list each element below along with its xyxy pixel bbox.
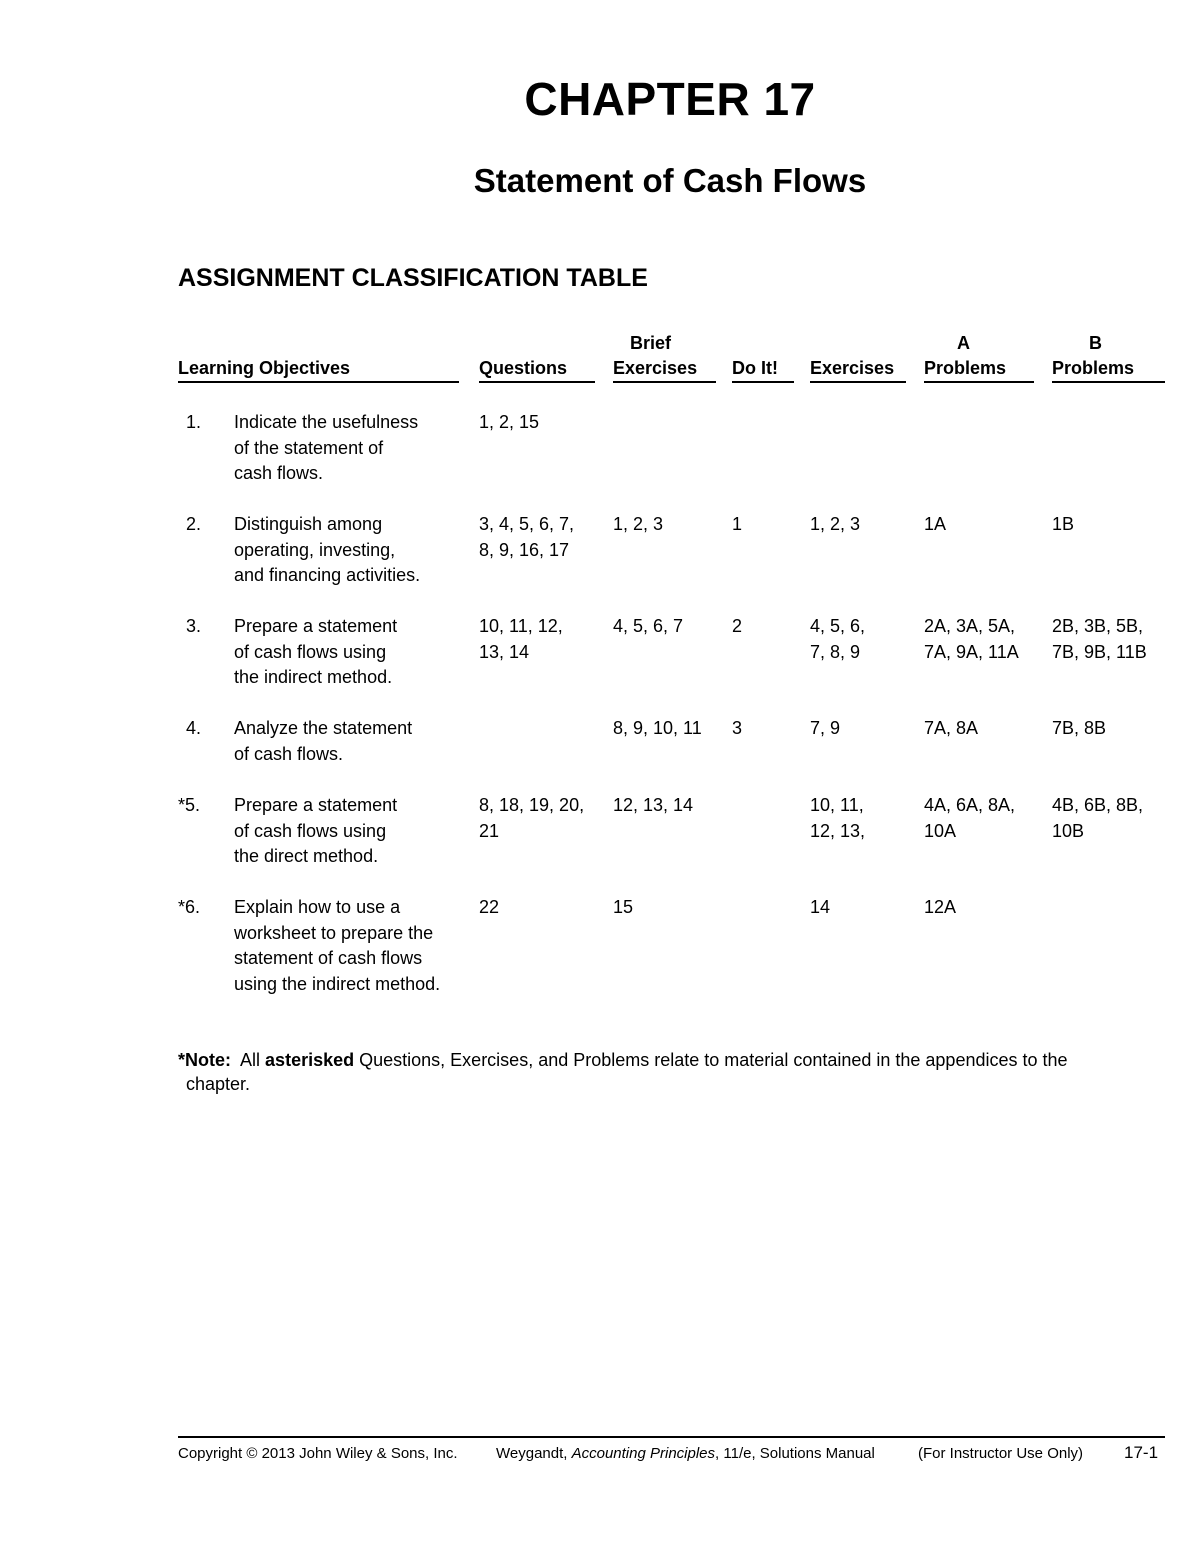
exercises-cell: 4, 5, 6, 7, 8, 9 — [810, 616, 866, 662]
exercises-cell: 10, 11, 12, 13, — [810, 795, 866, 841]
exercises-cell: 7, 9 — [810, 718, 841, 738]
objective-number: 4. — [186, 718, 202, 738]
objective-number: 2. — [186, 514, 202, 534]
header-underline — [924, 381, 1034, 383]
objective-text: Distinguish among operating, investing, and financing activities. — [234, 514, 421, 585]
a-problems-cell: 7A, 8A — [924, 718, 979, 738]
footer-copyright: Copyright © 2013 John Wiley & Sons, Inc. — [178, 1445, 458, 1462]
chapter-title: Statement of Cash Flows — [473, 162, 867, 199]
questions-cell: 1, 2, 15 — [479, 412, 540, 432]
objective-number: 3. — [186, 616, 202, 636]
col-header-doit: Do It! — [732, 358, 778, 378]
note-emphasis: asterisked — [265, 1050, 355, 1070]
col-header-exercises: Exercises — [810, 358, 895, 378]
a-problems-cell: 12A — [924, 897, 957, 917]
col-header-objectives: Learning Objectives — [178, 358, 351, 378]
objective-text: Indicate the usefulness of the statement of cash flows. — [234, 412, 419, 483]
header-underline — [613, 381, 716, 383]
b-problems-cell: 2B, 3B, 5B, 7B, 9B, 11B — [1052, 616, 1147, 662]
col-header-brief-top: Brief — [630, 333, 672, 353]
col-header-a-bottom: Problems — [924, 358, 1007, 378]
questions-cell: 3, 4, 5, 6, 7, 8, 9, 16, 17 — [479, 514, 575, 560]
header-underline — [810, 381, 906, 383]
footer-usage: (For Instructor Use Only) — [918, 1445, 1084, 1462]
page-number: 17-1 — [1124, 1443, 1159, 1462]
chapter-number: CHAPTER 17 — [524, 73, 816, 125]
objective-number: *5. — [178, 795, 201, 815]
header-underline — [1052, 381, 1165, 383]
brief-exercises-cell: 15 — [613, 897, 634, 917]
brief-exercises-cell: 8, 9, 10, 11 — [613, 718, 702, 738]
footnote — [178, 1048, 1168, 1074]
note-text: Questions, Exercises, and Problems relate to material contained in the appendices to the — [359, 1050, 1068, 1070]
objective-number: *6. — [178, 897, 201, 917]
note-continuation: chapter. — [186, 1074, 251, 1094]
a-problems-cell: 4A, 6A, 8A, 10A — [924, 795, 1016, 841]
footer-rule — [178, 1436, 1165, 1438]
footer-citation — [496, 1445, 875, 1462]
questions-cell: 8, 18, 19, 20, 21 — [479, 795, 585, 841]
col-header-brief-bottom: Exercises — [613, 358, 698, 378]
footer-edition: , 11/e, Solutions Manual — [715, 1445, 875, 1462]
footer-author: Weygandt, — [496, 1445, 568, 1462]
questions-cell: 22 — [479, 897, 500, 917]
a-problems-cell: 1A — [924, 514, 947, 534]
doit-cell: 1 — [732, 514, 743, 534]
b-problems-cell: 1B — [1052, 514, 1075, 534]
header-underline — [178, 381, 459, 383]
b-problems-cell: 7B, 8B — [1052, 718, 1107, 738]
doit-cell: 3 — [732, 718, 743, 738]
col-header-a-top: A — [957, 333, 970, 353]
b-problems-cell: 4B, 6B, 8B, 10B — [1052, 795, 1144, 841]
exercises-cell: 14 — [810, 897, 831, 917]
objective-text: Prepare a statement of cash flows using the direct method. — [234, 795, 398, 866]
objective-text: Explain how to use a worksheet to prepare the statement of cash flows using the indirect method. — [234, 897, 441, 994]
section-heading: ASSIGNMENT CLASSIFICATION TABLE — [178, 264, 648, 292]
col-header-questions: Questions — [479, 358, 568, 378]
a-problems-cell: 2A, 3A, 5A, 7A, 9A, 11A — [924, 616, 1019, 662]
note-label: *Note: — [178, 1050, 231, 1070]
note-pre: All — [240, 1050, 261, 1070]
header-underline — [732, 381, 794, 383]
objective-text: Prepare a statement of cash flows using the indirect method. — [234, 616, 398, 687]
brief-exercises-cell: 4, 5, 6, 7 — [613, 616, 684, 636]
objective-text: Analyze the statement of cash flows. — [234, 718, 413, 764]
col-header-b-top: B — [1089, 333, 1102, 353]
questions-cell: 10, 11, 12, 13, 14 — [479, 616, 563, 662]
brief-exercises-cell: 1, 2, 3 — [613, 514, 664, 534]
col-header-b-bottom: Problems — [1052, 358, 1135, 378]
objective-number: 1. — [186, 412, 202, 432]
header-underline — [479, 381, 595, 383]
doit-cell: 2 — [732, 616, 743, 636]
brief-exercises-cell: 12, 13, 14 — [613, 795, 694, 815]
footer-book-title: Accounting Principles — [571, 1445, 716, 1462]
exercises-cell: 1, 2, 3 — [810, 514, 861, 534]
